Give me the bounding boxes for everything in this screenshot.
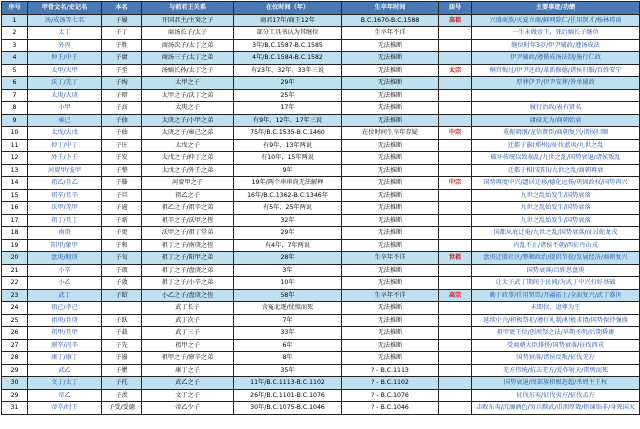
deeds [472, 89, 640, 102]
table-row [2, 352, 640, 365]
lifespan: 无法推断 [342, 302, 439, 315]
reign-years: 75年/B.C.1535-B.C.1460 [234, 127, 342, 140]
row-number: 3 [2, 39, 28, 52]
reign-years: 26年/B.C.1101-B.C.1076 [234, 389, 342, 402]
temple-name [439, 352, 472, 365]
table-row [2, 139, 640, 152]
temple-name: 高祖 [439, 14, 472, 27]
deeds: 国势衰落/百姓思盘庚 [472, 264, 640, 277]
header-cell: 序号 [2, 2, 28, 15]
king-name: 祖乙/且乙 [28, 177, 102, 190]
given-name: 子受/受德 [102, 402, 142, 415]
king-name: 廪辛/冯辛 [28, 339, 102, 352]
reign-years: 28年 [234, 252, 342, 265]
king-name: 雍己 [28, 114, 102, 127]
relation: 文丁之子 [142, 389, 234, 402]
temple-name [439, 27, 472, 40]
temple-name: 世祖 [439, 252, 472, 265]
row-number: 4 [2, 52, 28, 65]
given-name: 子旬 [102, 252, 142, 265]
table-row [2, 39, 640, 52]
given-name: 子胜 [102, 39, 142, 52]
table-row [2, 289, 640, 302]
table-body [2, 14, 640, 414]
king-name: 小乙 [28, 277, 102, 290]
row-number: 7 [2, 89, 28, 102]
deeds: 迁都于相(安阳)/九世之乱/商朝再衰 [472, 164, 640, 177]
lifespan: B.C.1670-B.C.1588 [342, 14, 439, 27]
table-row [2, 302, 640, 315]
deeds: 受商朝大臣排挤/国势衰落/征伐西戎 [472, 339, 640, 352]
deeds: 未即位，追尊为王 [472, 302, 640, 315]
table-row [2, 89, 640, 102]
table-row [2, 214, 640, 227]
deeds: 继位时年3岁/伊尹辅政/遵汤成法 [472, 39, 640, 52]
reign-years: 部分工具书认为其继位 [234, 27, 342, 40]
row-number: 8 [2, 102, 28, 115]
given-name: 子昭 [102, 289, 142, 302]
given-name: 子载 [102, 327, 142, 340]
king-name: 阳甲/象甲 [28, 239, 102, 252]
deeds: 击败东夷/沉湎酒色/穷兵黩武/重刑厚敛/拒谏饰非/身死国灭 [472, 402, 640, 415]
table-row [2, 389, 640, 402]
lifespan: 无法推断 [342, 214, 439, 227]
given-name: 子滕 [102, 177, 142, 190]
shang-kings-table [1, 1, 640, 415]
king-name: 南庚 [28, 227, 102, 240]
reign-years: 有10年、15年两说 [234, 152, 342, 165]
table-row [2, 314, 640, 327]
lifespan: ? - B.C.1113 [342, 364, 439, 377]
king-name: 外壬/卜壬 [28, 152, 102, 165]
given-name: 子高 [102, 102, 142, 115]
reign-years: 17年 [234, 102, 342, 115]
temple-name: 中宗 [439, 177, 472, 190]
temple-name [439, 227, 472, 240]
temple-name [439, 214, 472, 227]
relation: 河亶甲之子 [142, 177, 234, 190]
lifespan: 无法推断 [342, 227, 439, 240]
temple-name [439, 164, 472, 177]
relation: 太庚之子 [142, 102, 234, 115]
given-name: 子伷 [102, 127, 142, 140]
temple-name [439, 339, 472, 352]
reign-years: 58年 [234, 289, 342, 302]
relation: 武丁三子 [142, 327, 234, 340]
row-number: 22 [2, 277, 28, 290]
row-number: 25 [2, 314, 28, 327]
table-row [2, 377, 640, 390]
king-name: 帝乙 [28, 389, 102, 402]
temple-name [439, 302, 472, 315]
row-number: 19 [2, 239, 28, 252]
king-name: 河亶甲/戋甲 [28, 164, 102, 177]
lifespan: 无法推断 [342, 89, 439, 102]
king-name: 祖己/孝己 [28, 302, 102, 315]
relation: 商汤次子/太丁之弟 [142, 39, 234, 52]
header-cell: 与前君王关系 [142, 2, 234, 15]
deeds: 九世之乱始发生/国势衰落 [472, 214, 640, 227]
row-number: 18 [2, 227, 28, 240]
relation: 武丁次子 [142, 314, 234, 327]
given-name: 子绚 [102, 77, 142, 90]
table-row [2, 402, 640, 415]
deeds: 延续中兴/积极祭祀/遵行礼制/积极求情/国势保持强盛 [472, 314, 640, 327]
given-name: 子瞿 [102, 364, 142, 377]
row-number: 20 [2, 252, 28, 265]
relation: 康丁之子 [142, 364, 234, 377]
lifespan: 无法推断 [342, 239, 439, 252]
given-name: 子托 [102, 377, 142, 390]
table-row [2, 52, 640, 65]
lifespan: 无法推断 [342, 64, 439, 77]
reign-years: 有4年、7年两说 [234, 239, 342, 252]
reign-years: 7年 [234, 314, 342, 327]
table-row [2, 152, 640, 165]
lifespan: 无法推断 [342, 264, 439, 277]
header-cell: 本名 [102, 2, 142, 15]
lifespan: 无法推断 [342, 39, 439, 52]
header-cell: 甲骨文名/史记名 [28, 2, 102, 15]
king-name: 祖庚/且庚 [28, 314, 102, 327]
relation: 太戊之子 [142, 139, 234, 152]
lifespan: ? - B.C.1076 [342, 389, 439, 402]
temple-name: 中宗 [439, 127, 472, 140]
king-name: 祖丁/且丁 [28, 214, 102, 227]
row-number: 23 [2, 289, 28, 302]
king-name: 小甲 [28, 102, 102, 115]
deeds: 厚葬伊尹/伊尹安葬/咎单辅政 [472, 77, 640, 90]
reign-years: 33年 [234, 327, 342, 340]
given-name: 子更 [102, 227, 142, 240]
header-cell: 主要事迹/功绩 [472, 2, 640, 15]
reign-years: 9年 [234, 164, 342, 177]
temple-name [439, 52, 472, 65]
row-number: 31 [2, 402, 28, 415]
given-name: 子羡 [102, 389, 142, 402]
deeds: 让太子武丁期间于民间/为武丁中兴打好基础 [472, 277, 640, 290]
king-name: 康丁/康丁 [28, 352, 102, 365]
lifespan: 无法推断 [342, 52, 439, 65]
relation: 武丁长子 [142, 302, 234, 315]
temple-name [439, 402, 472, 415]
table-row [2, 114, 640, 127]
king-name: 沃丁/羌丁 [28, 77, 102, 90]
table-row [2, 277, 640, 290]
header-row [2, 2, 640, 15]
temple-name [439, 152, 472, 165]
given-name: 子伷 [102, 114, 142, 127]
temple-name [439, 377, 472, 390]
lifespan: 无法推断 [342, 202, 439, 215]
given-name: 子新 [102, 214, 142, 227]
deeds: 迁都于嚣(郑州)/征伐蓝夷/九世之乱 [472, 139, 640, 152]
deeds: 九世之乱始发生/国势衰落 [472, 189, 640, 202]
deeds: 庸碌无为/商朝始衰 [472, 114, 640, 127]
reign-years: 含冤北逐/忧愤而死 [234, 302, 342, 315]
king-name: 小辛 [28, 264, 102, 277]
given-name: 子和 [102, 239, 142, 252]
header-cell: 在位时间（年） [234, 2, 342, 15]
deeds: 履行治政/表有贤名 [472, 102, 640, 115]
reign-years: 6年 [234, 339, 342, 352]
king-name: 外丙 [28, 39, 102, 52]
given-name: 子逾 [102, 202, 142, 215]
relation: 汤嫡长孙/太丁之子 [142, 64, 234, 77]
row-number: 10 [2, 127, 28, 140]
given-name: 子颂 [102, 264, 142, 277]
temple-name [439, 314, 472, 327]
table-row [2, 327, 640, 340]
row-number: 29 [2, 364, 28, 377]
table-row [2, 364, 640, 377]
relation: 太戊之子/仲丁之弟 [142, 152, 234, 165]
given-name: 子嚣 [102, 352, 142, 365]
reign-years: 3年 [234, 264, 342, 277]
reign-years: 有5年、25年两说 [234, 202, 342, 215]
deeds: 国势衰落/诸侯反叛/征伐羌方 [472, 352, 640, 365]
table-row [2, 227, 640, 240]
temple-name [439, 239, 472, 252]
table-row [2, 164, 640, 177]
reign-years: 30年/B.C.1075-B.C.1046 [234, 402, 342, 415]
header-cell: 生卒年时间 [342, 2, 439, 15]
temple-name [439, 102, 472, 115]
reign-years: 25年 [234, 89, 342, 102]
lifespan: 无法推断 [342, 77, 439, 90]
deeds: 国势衰退/周部族积极赶超/杀周主王权 [472, 377, 640, 390]
king-name: 帝辛/纣王 [28, 402, 102, 415]
row-number: 11 [2, 139, 28, 152]
row-number: 30 [2, 377, 28, 390]
deeds: 重振朝纲/宠信贤臣/商朝复兴/诸侯归顺 [472, 127, 640, 140]
table-row [2, 339, 640, 352]
row-number: 24 [2, 302, 28, 315]
reign-years: 8年 [234, 352, 342, 365]
row-number: 28 [2, 352, 28, 365]
relation: 祖乙之子 [142, 189, 234, 202]
relation: 太庚之子/雍己之弟 [142, 127, 234, 140]
row-number: 17 [2, 214, 28, 227]
lifespan: 生卒年不详 [342, 252, 439, 265]
relation: 小乙之子/盘庚之侄 [142, 289, 234, 302]
row-number: 26 [2, 327, 28, 340]
table-row [2, 64, 640, 77]
row-number: 21 [2, 264, 28, 277]
given-name: 子丁 [102, 27, 142, 40]
king-name: 太戊/大戊 [28, 127, 102, 140]
given-name: 子敛 [102, 277, 142, 290]
deeds: 内乱不止/诸侯不朝/西征丹山戎 [472, 239, 640, 252]
temple-name [439, 189, 472, 202]
table-row [2, 14, 640, 27]
table-row [2, 252, 640, 265]
reign-years: 29年 [234, 77, 342, 90]
lifespan: 在位时间生卒年存疑 [342, 127, 439, 140]
row-number: 12 [2, 152, 28, 165]
relation: 开国君主/主癸之子 [142, 14, 234, 27]
row-number: 27 [2, 339, 28, 352]
temple-name [439, 327, 472, 340]
reign-years: 4年/B.C.1584-B.C.1582 [234, 52, 342, 65]
lifespan: 生卒年不详 [342, 289, 439, 302]
relation: 祖丁之子/盘庚之弟 [142, 264, 234, 277]
deeds: 祖甲更王位/创周祭之法/早期圣明/后期昏庸 [472, 327, 640, 340]
lifespan: ? - B.C.1102 [342, 377, 439, 390]
reign-years: 29年 [234, 227, 342, 240]
lifespan: 无法推断 [342, 277, 439, 290]
row-number: 5 [2, 64, 28, 77]
lifespan: 无法推断 [342, 314, 439, 327]
row-number: 13 [2, 164, 28, 177]
lifespan: 无法推断 [342, 164, 439, 177]
relation: 太庚之子/小甲之弟 [142, 114, 234, 127]
king-name: 太丁 [28, 27, 102, 40]
given-name [102, 302, 142, 315]
table-row [2, 27, 640, 40]
reign-years: 商君17年/商王12年 [234, 14, 342, 27]
lifespan: 无法推断 [342, 177, 439, 190]
relation: 武乙之子 [142, 377, 234, 390]
temple-name: 太宗 [439, 64, 472, 77]
deeds: 国势再度中兴/遗居迁移/德化远扬/巩固政权/国势再兴 [472, 177, 640, 190]
header-cell: 庙号 [439, 2, 472, 15]
temple-name: 高宗 [439, 289, 472, 302]
king-name: 沃甲/羌甲 [28, 202, 102, 215]
deeds: 破坏传统以致祸乱/九世之乱/国势衰退/诸侯叛乱 [472, 152, 640, 165]
relation: 商汤三子/太丁之弟 [142, 52, 234, 65]
given-name: 子辩 [102, 89, 142, 102]
given-name: 子庸 [102, 52, 142, 65]
lifespan: 无法推断 [342, 339, 439, 352]
reign-years: 有9年、12年、17年三说 [234, 114, 342, 127]
reign-years: 3年/B.C.1587-B.C.1585 [234, 39, 342, 52]
deeds: 一生未做帝王，死后嫡长子继位 [472, 27, 640, 40]
given-name: 子跃 [102, 314, 142, 327]
reign-years: 32年 [234, 214, 342, 227]
lifespan: 无法推断 [342, 352, 439, 365]
temple-name [439, 277, 472, 290]
given-name: 子至 [102, 64, 142, 77]
relation: 祖甲之子/廪辛之弟 [142, 352, 234, 365]
deeds: 国都从庇迁奄/九世之乱/国势衰落/征讨蛇龙戎 [472, 227, 640, 240]
given-name: 子整 [102, 164, 142, 177]
king-name: 盘庚/般庚 [28, 252, 102, 265]
king-name: 祖辛/且辛 [28, 189, 102, 202]
reign-years: 有23年、32年、33年三说 [234, 64, 342, 77]
row-number: 9 [2, 114, 28, 127]
reign-years: 有9年、13年两说 [234, 139, 342, 152]
temple-name [439, 89, 472, 102]
table-row [2, 177, 640, 190]
relation: 祖丁之子/小辛之弟 [142, 277, 234, 290]
table-row [2, 239, 640, 252]
relation: 祖丁之子/阳甲之弟 [142, 252, 234, 265]
temple-name [439, 264, 472, 277]
reign-years: 35年 [234, 364, 342, 377]
relation: 祖乙之子/祖辛之弟 [142, 202, 234, 215]
relation: 太甲之子/沃丁之弟 [142, 89, 234, 102]
row-number: 1 [2, 14, 28, 27]
row-number: 15 [2, 189, 28, 202]
deeds: 勤于政事/任用贤臣/开疆拓土/全面复兴/武丁盛世 [472, 289, 640, 302]
temple-name [439, 77, 472, 90]
reign-years: 10年 [234, 277, 342, 290]
table-row [2, 127, 640, 140]
deeds: 伊尹辅政/遵循成汤法制/施行仁政 [472, 52, 640, 65]
lifespan: 无法推断 [342, 139, 439, 152]
lifespan: 无法推断 [342, 152, 439, 165]
relation: 祖辛之子/沃甲之侄 [142, 214, 234, 227]
given-name: 子先 [102, 339, 142, 352]
king-name: 武丁 [28, 289, 102, 302]
deeds: 征伐东夷/征伐夷方/征伐孟方 [472, 389, 640, 402]
lifespan: 无法推断 [342, 102, 439, 115]
table-row [2, 77, 640, 90]
temple-name [439, 139, 472, 152]
king-name: 仲壬/中壬 [28, 52, 102, 65]
table-row [2, 189, 640, 202]
lifespan: 无法推断 [342, 114, 439, 127]
deeds: 羌方伟统/抗击羌方/爱作射天/雷劈而死 [472, 364, 640, 377]
king-name: 仲丁/中丁 [28, 139, 102, 152]
deeds: 桐宫悔过/伊尹还政/革新修德/诸侯归服/百姓安宁 [472, 64, 640, 77]
row-number: 14 [2, 177, 28, 190]
king-name: 太庚/大庚 [28, 89, 102, 102]
relation: 沃甲之子/祖丁堂弟 [142, 227, 234, 240]
relation: 帝乙少子 [142, 402, 234, 415]
relation: 太戊之子/外壬之弟 [142, 164, 234, 177]
row-number: 29 [2, 389, 28, 402]
table-row [2, 264, 640, 277]
reign-years: 16年/B.C.1362-B.C.1346年 [234, 189, 342, 202]
king-name: 太甲/大甲 [28, 64, 102, 77]
temple-name [439, 364, 472, 377]
table-row [2, 202, 640, 215]
row-number: 2 [2, 27, 28, 40]
lifespan: 无法推断 [342, 327, 439, 340]
table-row [2, 102, 640, 115]
king-name: 祖甲/且甲 [28, 327, 102, 340]
reign-years: 19年/两个串串尚无法解释 [234, 177, 342, 190]
deeds: 兴盛商族/灭夏立商/鲜网除仁/任用贤才/杨林祷雨 [472, 14, 640, 27]
row-number: 6 [2, 77, 28, 90]
given-name: 子履 [102, 14, 142, 27]
given-name: 子庄 [102, 139, 142, 152]
deeds: 盘庚迁殷社区/整顿政治/提倡节俭/发展经济/商朝复兴 [472, 252, 640, 265]
relation: 太甲之子 [142, 77, 234, 90]
temple-name [439, 389, 472, 402]
king-name: 文丁/太丁 [28, 377, 102, 390]
lifespan: ? - B.C.1046 [342, 402, 439, 415]
temple-name [439, 202, 472, 215]
king-name: 武乙 [28, 364, 102, 377]
relation: 祖甲之子 [142, 339, 234, 352]
relation: 商汤长子/太子 [142, 27, 234, 40]
deeds: 九世之乱始发生/国势衰落 [472, 202, 640, 215]
given-name: 子旦 [102, 189, 142, 202]
lifespan: 无法推断 [342, 189, 439, 202]
lifespan: 生卒年不详 [342, 27, 439, 40]
temple-name [439, 39, 472, 52]
row-number: 16 [2, 202, 28, 215]
temple-name [439, 114, 472, 127]
king-name: 汤/成汤等七名 [28, 14, 102, 27]
given-name: 子发 [102, 152, 142, 165]
reign-years: 11年/B.C.1113-B.C.1102 [234, 377, 342, 390]
relation: 祖丁之子/南庚之侄 [142, 239, 234, 252]
